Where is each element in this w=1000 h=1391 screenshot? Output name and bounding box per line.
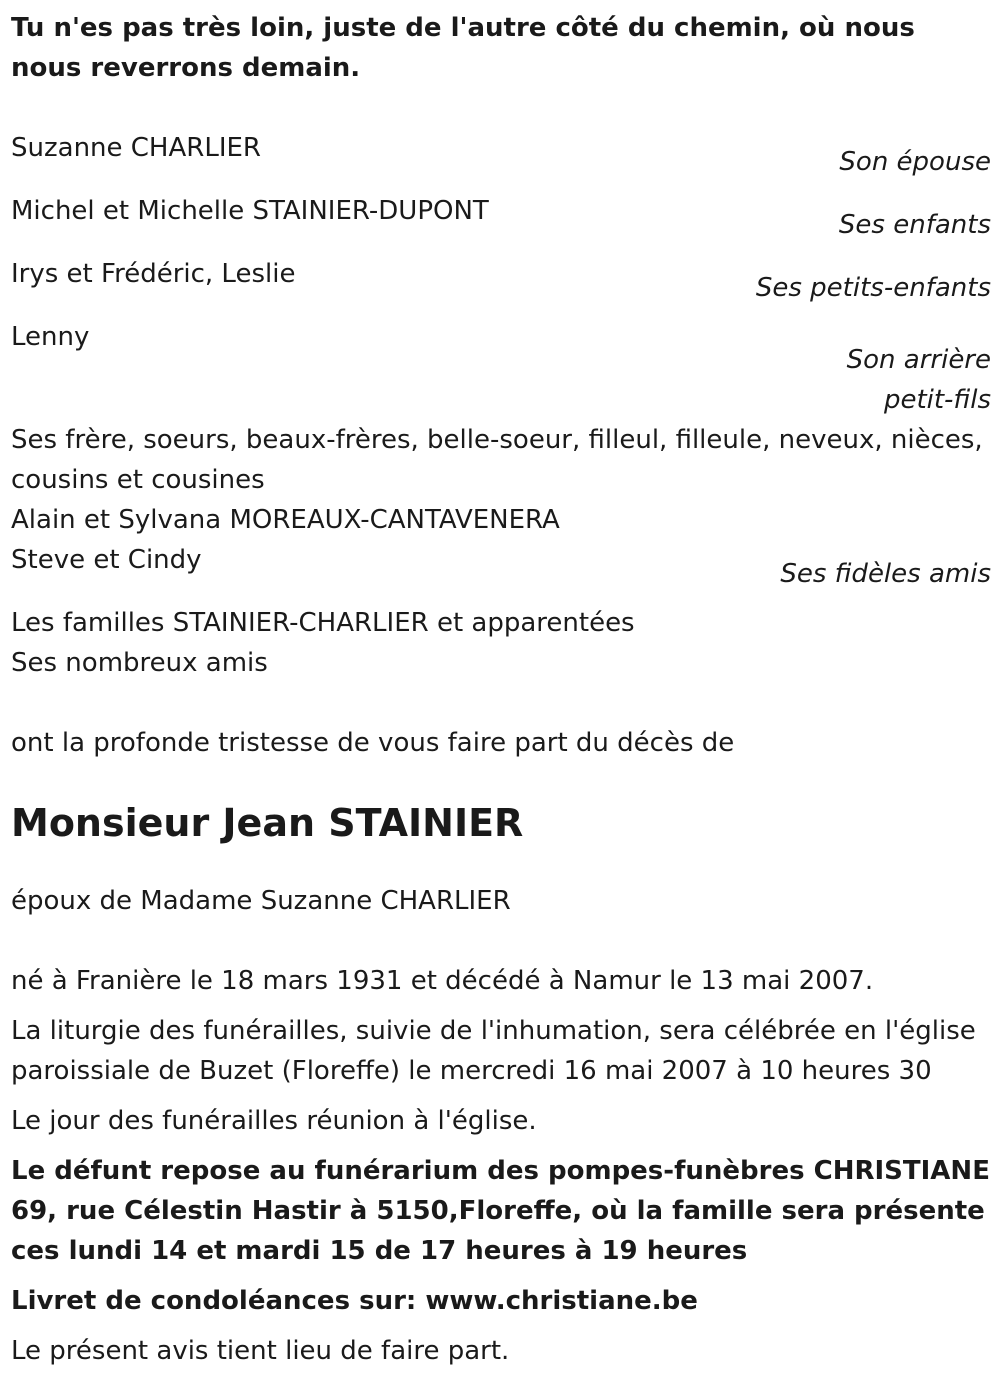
funerarium-text: Le défunt repose au funérarium des pompes-funèbres CHRISTIANE 69, rue Célestin Hastir à 5150,Floreffe, où la famille sera présente ces lundi 14 et mardi 15 de 17 heures à 19 heures (11, 1156, 990, 1266)
relation-friends: Ses fidèles amis (780, 559, 991, 589)
announcement-text: ont la profonde tristesse de vous faire part du décès de (11, 728, 735, 758)
families-line: Les familles STAINIER-CHARLIER et apparentées (11, 608, 635, 638)
family-name-children: Michel et Michelle STAINIER-DUPONT (11, 196, 489, 226)
spouse-line: époux de Madame Suzanne CHARLIER (11, 886, 511, 916)
siblings-list: Ses frère, soeurs, beaux-frères, belle-soeur, filleul, filleule, neveux, nièces, cousins et cousines (11, 425, 983, 495)
many-friends-line: Ses nombreux amis (11, 648, 268, 678)
liturgy-text: La liturgie des funérailles, suivie de l'inhumation, sera célébrée en l'église paroissiale de Buzet (Floreffe) le mercredi 16 mai 2007 à 10 heures 30 (11, 1016, 976, 1086)
family-name-grandchildren: Irys et Frédéric, Leslie (11, 259, 296, 289)
notice-text: Le présent avis tient lieu de faire part. (11, 1336, 510, 1366)
family-name-great-grandchild: Lenny (11, 322, 90, 352)
relation-grandchildren: Ses petits-enfants (755, 273, 991, 303)
family-name-spouse: Suzanne CHARLIER (11, 133, 261, 163)
obituary-notice (11, 8, 991, 1371)
relation-great-grandchild-line2: petit-fils (883, 385, 991, 415)
friends-line-1: Alain et Sylvana MOREAUX-CANTAVENERA (11, 505, 560, 535)
meeting-text: Le jour des funérailles réunion à l'église. (11, 1106, 537, 1136)
relation-children: Ses enfants (838, 210, 991, 240)
relation-spouse: Son épouse (839, 147, 991, 177)
condolences-text: Livret de condoléances sur: www.christiane.be (11, 1286, 698, 1316)
birth-death-line: né à Franière le 18 mars 1931 et décédé à Namur le 13 mai 2007. (11, 966, 874, 996)
deceased-name: Monsieur Jean STAINIER (11, 801, 524, 845)
friends-line-2: Steve et Cindy (11, 545, 202, 575)
relation-great-grandchild-line1: Son arrière (846, 345, 991, 375)
opening-quote: Tu n'es pas très loin, juste de l'autre côté du chemin, où nous nous reverrons demain. (11, 13, 915, 83)
